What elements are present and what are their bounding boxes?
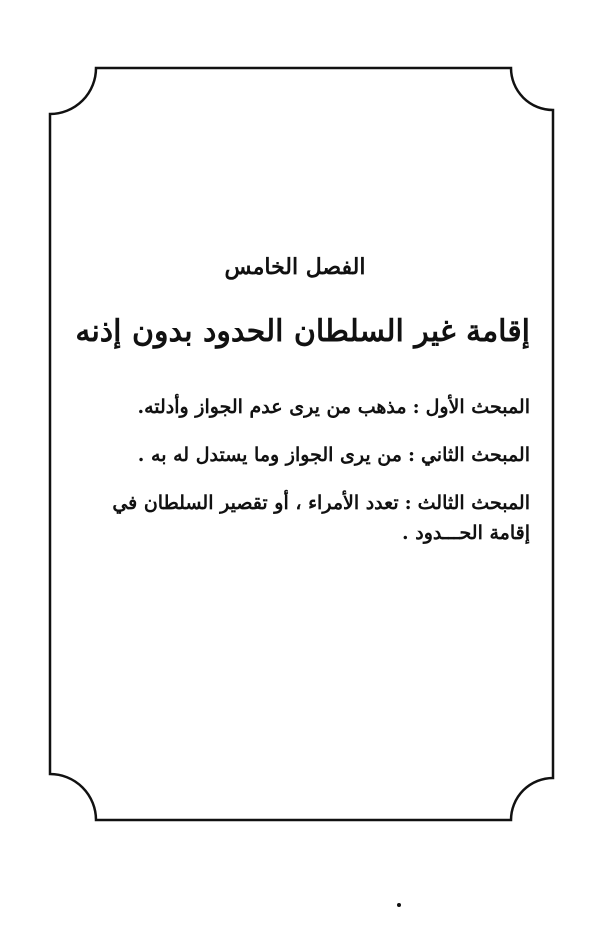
section-label: المبحث الثاني (420, 444, 530, 466)
chapter-heading: الفصل الخامس (224, 254, 366, 280)
footer-dot-mark (397, 903, 401, 907)
section-text-continuation: إقامة الحـــدود . (402, 522, 530, 544)
chapter-title: إقامة غير السلطان الحدود بدون إذنه (75, 314, 530, 349)
section-label: المبحث الثالث (417, 492, 530, 514)
section-separator: : (407, 444, 415, 466)
section-separator: : (412, 396, 420, 418)
section-separator: : (404, 492, 412, 514)
section-item-3 (60, 488, 530, 548)
section-item-2 (60, 440, 530, 470)
section-text: تعدد الأمراء ، أو تقصير السلطان في (112, 492, 399, 514)
section-text: مذهب من يرى عدم الجواز وأدلته. (137, 396, 407, 418)
section-label: المبحث الأول (425, 396, 530, 418)
sections-list (60, 392, 530, 566)
section-item-1 (60, 392, 530, 422)
section-text: من يرى الجواز وما يستدل له به . (137, 444, 402, 466)
